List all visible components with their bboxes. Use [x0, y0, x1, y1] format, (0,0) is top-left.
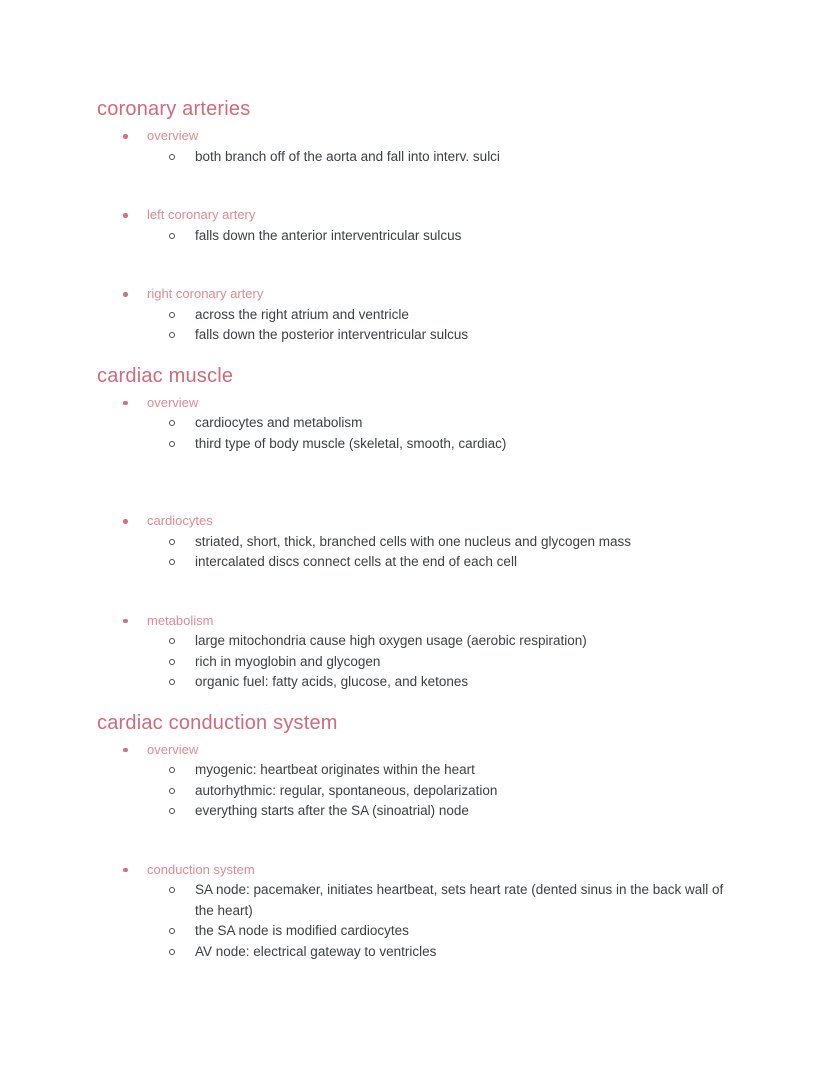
note-text: intercalated discs connect cells at the end of each cell	[195, 554, 517, 569]
document-section	[97, 710, 743, 963]
note-text: organic fuel: fatty acids, glucose, and ketones	[195, 674, 469, 689]
bullet-dot-icon	[123, 134, 128, 139]
note-text: falls down the posterior interventricular sulcus	[195, 327, 469, 342]
note-text: cardiocytes and metabolism	[195, 415, 363, 430]
topic-group	[97, 511, 743, 573]
note-item	[97, 631, 743, 652]
note-text: myogenic: heartbeat originates within the heart	[195, 762, 475, 777]
document-section	[97, 96, 743, 346]
note-item	[97, 413, 743, 434]
topic-label-row	[97, 860, 743, 881]
circle-bullet-icon	[169, 788, 175, 794]
note-item	[97, 147, 743, 168]
note-item	[97, 672, 743, 693]
note-item	[97, 880, 743, 921]
note-item	[97, 325, 743, 346]
note-item	[97, 760, 743, 781]
note-item	[97, 226, 743, 247]
note-item	[97, 921, 743, 942]
bullet-dot-icon	[123, 292, 128, 297]
circle-bullet-icon	[169, 559, 175, 565]
topic-label: cardiocytes	[147, 513, 213, 528]
note-item	[97, 942, 743, 963]
circle-bullet-icon	[169, 808, 175, 814]
note-text: SA node: pacemaker, initiates heartbeat, sets heart rate (dented sinus in the back wall of the heart)	[195, 882, 724, 918]
circle-bullet-icon	[169, 887, 175, 893]
note-text: everything starts after the SA (sinoatrial) node	[195, 803, 469, 818]
topic-group	[97, 393, 743, 455]
topic-label-row	[97, 205, 743, 226]
circle-bullet-icon	[169, 312, 175, 318]
topic-group	[97, 284, 743, 346]
topic-label-row	[97, 393, 743, 414]
topic-label-row	[97, 511, 743, 532]
circle-bullet-icon	[169, 441, 175, 447]
topic-group	[97, 860, 743, 963]
bullet-dot-icon	[123, 619, 128, 624]
note-item	[97, 652, 743, 673]
topic-group	[97, 611, 743, 693]
circle-bullet-icon	[169, 332, 175, 338]
note-text: falls down the anterior interventricular sulcus	[195, 227, 462, 243]
topic-label-row	[97, 284, 743, 305]
circle-bullet-icon	[169, 659, 175, 665]
bullet-dot-icon	[123, 213, 128, 218]
note-text: rich in myoglobin and glycogen	[195, 653, 381, 669]
note-text: both branch off of the aorta and fall into interv. sulci	[195, 148, 500, 164]
topic-label-row	[97, 611, 743, 632]
circle-bullet-icon	[169, 679, 175, 685]
topic-group	[97, 126, 743, 167]
topic-label: right coronary artery	[147, 286, 264, 301]
note-text: across the right atrium and ventricle	[195, 306, 409, 322]
section-heading: cardiac conduction system	[97, 711, 338, 734]
note-item	[97, 532, 743, 553]
circle-bullet-icon	[169, 928, 175, 934]
topic-label: overview	[147, 128, 199, 143]
note-text: AV node: electrical gateway to ventricles	[195, 943, 437, 959]
circle-bullet-icon	[169, 767, 175, 773]
circle-bullet-icon	[169, 420, 175, 426]
bullet-dot-icon	[123, 748, 128, 753]
note-text: large mitochondria cause high oxygen usage (aerobic respiration)	[195, 633, 587, 648]
topic-label: overview	[147, 741, 199, 757]
section-heading: cardiac muscle	[97, 364, 234, 387]
topic-label: overview	[147, 394, 199, 410]
topic-group	[97, 205, 743, 246]
note-text: the SA node is modified cardiocytes	[195, 923, 409, 938]
circle-bullet-icon	[169, 539, 175, 545]
topic-label: metabolism	[147, 612, 214, 628]
note-item	[97, 801, 743, 822]
circle-bullet-icon	[169, 949, 175, 955]
topic-label: conduction system	[147, 861, 255, 877]
note-text: striated, short, thick, branched cells with one nucleus and glycogen mass	[195, 533, 631, 549]
bullet-dot-icon	[123, 519, 128, 524]
topic-label-row	[97, 126, 743, 147]
circle-bullet-icon	[169, 233, 175, 239]
topic-label: left coronary artery	[147, 207, 256, 222]
section-heading: coronary arteries	[97, 98, 251, 120]
note-item	[97, 305, 743, 326]
topic-label-row	[97, 740, 743, 761]
note-item	[97, 552, 743, 573]
bullet-dot-icon	[123, 401, 128, 406]
document-content	[97, 96, 743, 962]
note-item	[97, 781, 743, 802]
note-text: autorhythmic: regular, spontaneous, depolarization	[195, 782, 498, 798]
note-item	[97, 434, 743, 455]
document-section	[97, 363, 743, 693]
circle-bullet-icon	[169, 638, 175, 644]
note-text: third type of body muscle (skeletal, smooth, cardiac)	[195, 435, 507, 451]
topic-group	[97, 740, 743, 822]
circle-bullet-icon	[169, 154, 175, 160]
bullet-dot-icon	[123, 868, 128, 873]
